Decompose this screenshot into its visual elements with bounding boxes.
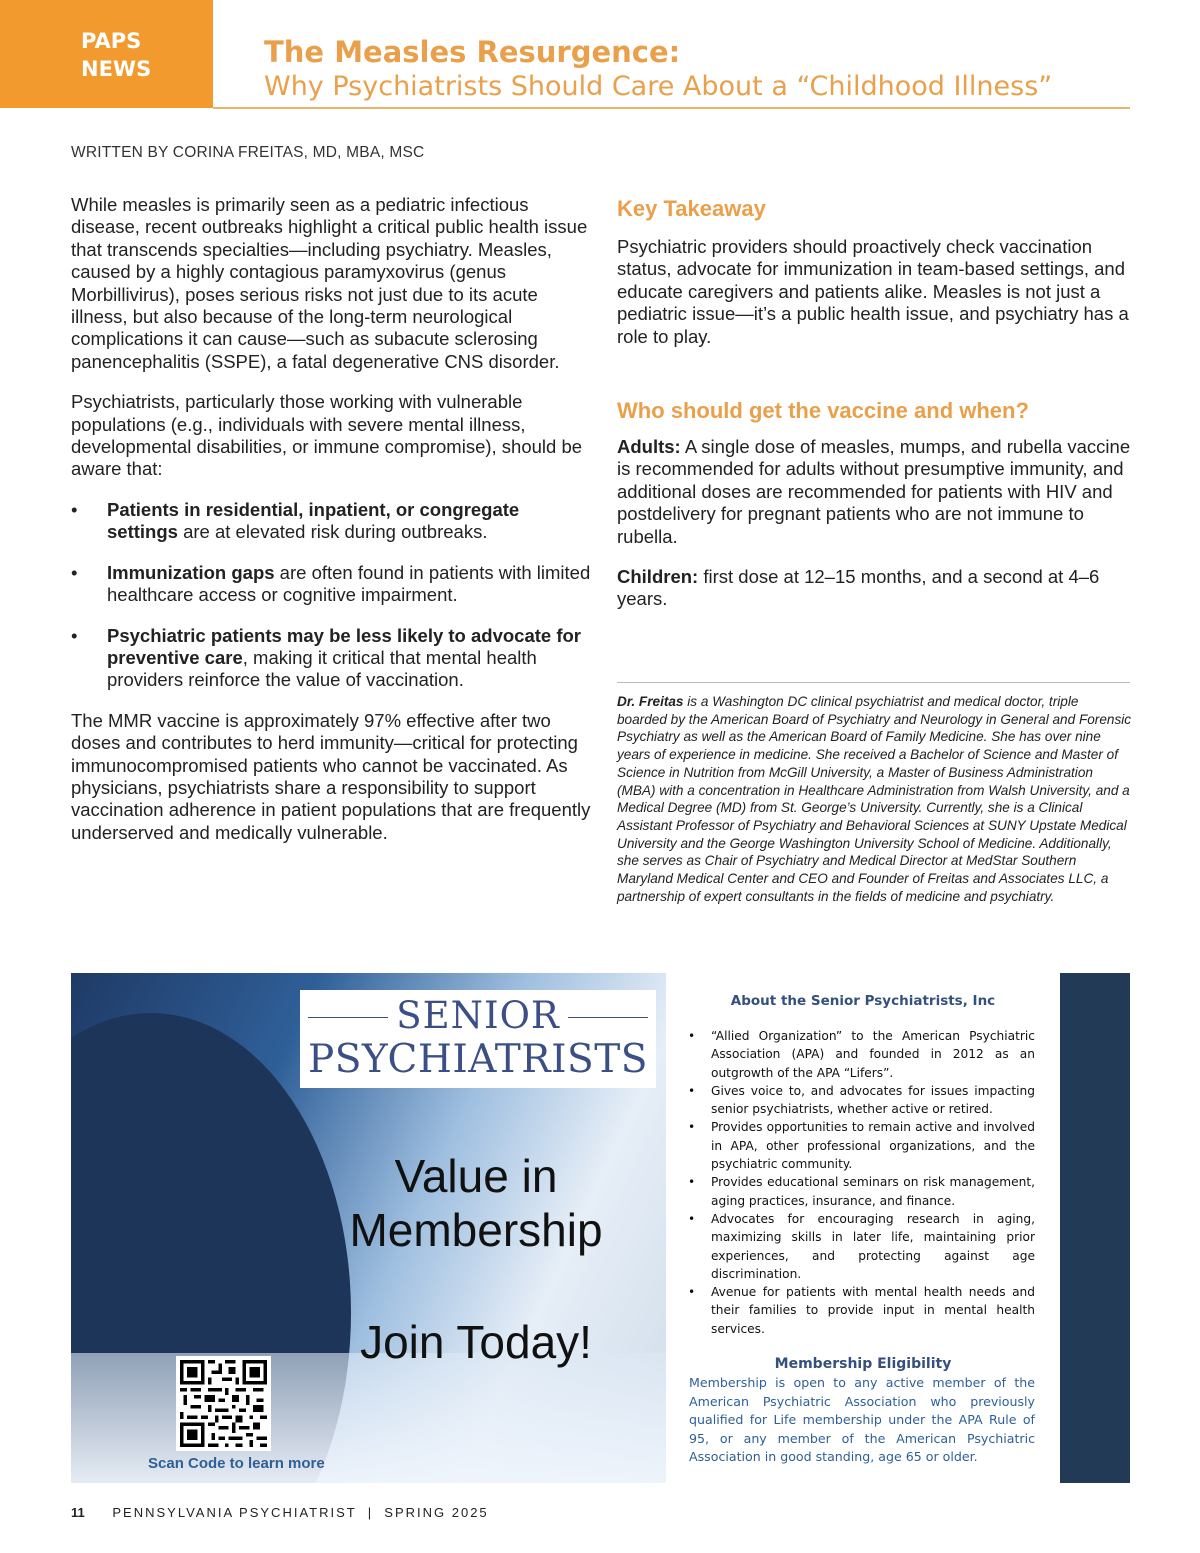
list-item-text: Provides opportunities to remain active and involved in APA, other professional organizations, and the psychiatric community. — [711, 1120, 1035, 1172]
author-bio — [617, 693, 1132, 905]
list-item-text: Avenue for patients with mental health needs and their families to provide input in mental health services. — [711, 1285, 1035, 1336]
logo-line1: SENIOR — [396, 994, 560, 1037]
right-column — [617, 194, 1132, 629]
awareness-paragraph: Psychiatrists, particularly those working with vulnerable populations (e.g., individuals with severe mental illness, developmental disabilities, or immune compromise), should be aware that: — [71, 391, 583, 480]
bullet-icon: • — [688, 1029, 696, 1043]
risk-list — [71, 499, 591, 692]
article-title-block — [264, 34, 1052, 104]
eligibility-heading: Membership Eligibility — [774, 1356, 952, 1373]
list-item — [686, 1118, 1035, 1173]
adults-label: Adults: — [617, 436, 681, 458]
key-takeaway-heading: Key Takeaway — [617, 196, 766, 221]
children-label: Children: — [617, 566, 699, 588]
bullet-icon: • — [688, 1285, 696, 1300]
about-list — [686, 1027, 1035, 1338]
list-item-bold: Immunization gaps — [107, 561, 275, 583]
value-line1: Value in — [394, 1150, 558, 1202]
list-item-bold: Psychiatric patients may be less likely to advocate for preventive care — [107, 624, 582, 668]
bullet-icon: • — [71, 624, 78, 646]
byline: WRITTEN BY CORINA FREITAS, MD, MBA, MSC — [71, 144, 425, 161]
list-item — [686, 1173, 1035, 1210]
list-item — [686, 1027, 1035, 1082]
bullet-icon: • — [688, 1083, 696, 1098]
bullet-icon: • — [688, 1175, 696, 1190]
bullet-icon: • — [688, 1211, 696, 1226]
list-item-text: Provides educational seminars on risk management, aging practices, insurance, and finance. — [711, 1175, 1035, 1208]
page-number: 11 — [71, 1505, 85, 1520]
list-item — [71, 499, 591, 544]
adults-paragraph — [617, 436, 1132, 548]
eligibility-text: Membership is open to any active member of the American Psychiatric Association who previously qualified for Life membership under the APA Rule of 95, or any member of the American Psychiatric Association in good standing, age 65 or older. — [689, 1375, 1035, 1465]
list-item — [686, 1210, 1035, 1283]
list-item — [686, 1082, 1035, 1119]
list-item-text: Advocates for encouraging research in aging, maximizing skills in later life, maintaining prior experiences, and protecting against age discrimination. — [711, 1211, 1035, 1281]
section-tag — [0, 0, 213, 108]
left-column — [71, 194, 591, 862]
page-footer — [71, 1505, 489, 1520]
logo-line2: PSYCHIATRISTS — [307, 1037, 649, 1082]
section-tag-line2: NEWS — [81, 57, 152, 81]
list-item — [71, 562, 591, 607]
intro-paragraph: While measles is primarily seen as a pediatric infectious disease, recent outbreaks highlight a critical public health issue that transcends specialties—including psychiatry. Measles, caused by a highly contagious paramyxovirus (genus Morbillivirus), poses serious risks not just due to its acute illness, but also because of the long-term neurological complications it can cause—such as subacute sclerosing panencephalitis (SSPE), a fatal degenerative CNS disorder. — [71, 194, 588, 372]
article-subtitle: Why Psychiatrists Should Care About a “Childhood Illness” — [264, 71, 1053, 102]
logo-rule — [308, 1017, 388, 1018]
list-item-bold: Patients in residential, inpatient, or congregate settings — [107, 498, 520, 543]
title-divider — [213, 107, 1130, 109]
scan-code-caption: Scan Code to learn more — [148, 1455, 325, 1472]
qr-code-icon[interactable] — [176, 1356, 271, 1451]
ad-image-panel — [71, 973, 666, 1483]
list-item — [71, 625, 591, 692]
senior-psychiatrists-logo — [300, 990, 656, 1088]
adults-text: A single dose of measles, mumps, and rubella vaccine is recommended for adults without presumptive immunity, and additional doses are recommended for patients with HIV and postdelivery for pregnant patients who are not immune to rubella. — [617, 436, 1131, 547]
bullet-icon: • — [71, 561, 78, 583]
list-item-text: “Allied Organization” to the American Psychiatric Association (APA) and founded in 2012 as an outgrowth of the APA “Lifers”. — [711, 1029, 1035, 1080]
key-takeaway-text: Psychiatric providers should proactively check vaccination status, advocate for immunization in team-based settings, and educate caregivers and patients alike. Measles is not just a pediatric issue—it’s a public health issue, and psychiatry has a role to play. — [617, 236, 1129, 347]
bullet-icon: • — [71, 498, 78, 520]
list-item-text: , making it critical that mental health providers reinforce the value of vaccination. — [107, 646, 537, 691]
article-title: The Measles Resurgence: — [264, 35, 681, 69]
bio-text: is a Washington DC clinical psychiatrist and medical doctor, triple boarded by the American Board of Psychiatry and Neurology in General and Forensic Psychiatry as well as the American Board of Family Medicine. She has over nine years of experience in medicine. She received a Bachelor of Science and Master of Science in Nutrition from McGill University, a Master of Business Administration (MBA) with a concentration in Healthcare Administration from Walsh University, and a Medical Degree (MD) from St. George’s University. Currently, she is a Clinical Assistant Professor of Psychiatry and Behavioral Sciences at SUNY Upstate Medical University and the George Washington University School of Medicine. Additionally, she serves as Chair of Psychiatry and Medical Director at MedStar Southern Maryland Medical Center and CEO and Founder of Freitas and Associates LLC, a partnership of expert consultants in the fields of medicine and psychiatry. — [617, 694, 1132, 904]
list-item-text: are often found in patients with limited healthcare access or cognitive impairment. — [107, 561, 591, 606]
value-line2: Membership — [349, 1204, 603, 1256]
children-text: first dose at 12–15 months, and a second at 4–6 years. — [617, 566, 1100, 610]
list-item-text: are at elevated risk during outbreaks. — [177, 521, 488, 543]
bullet-icon: • — [688, 1120, 696, 1135]
section-tag-line1: PAPS — [81, 29, 142, 53]
senior-psychiatrists-ad — [71, 973, 1130, 1483]
bio-divider — [617, 682, 1130, 683]
logo-rule — [568, 1017, 648, 1018]
mmr-paragraph: The MMR vaccine is approximately 97% effective after two doses and contributes to herd immunity—critical for protecting immunocompromised patients who cannot be vaccinated. As physicians, psychiatrists share a responsibility to support vaccination adherence in patient populations that are frequently underserved and medically vulnerable. — [71, 709, 591, 843]
bio-name: Dr. Freitas — [617, 694, 684, 709]
list-item-text: Gives voice to, and advocates for issues impacting senior psychiatrists, whether active or retired. — [711, 1083, 1035, 1117]
children-paragraph — [617, 566, 1132, 611]
value-headline — [301, 1149, 651, 1257]
vaccine-heading: Who should get the vaccine and when? — [617, 398, 1029, 424]
ad-info-panel — [666, 973, 1060, 1483]
publication-name: PENNSYLVANIA PSYCHIATRIST | SPRING 2025 — [112, 1505, 489, 1520]
list-item — [686, 1283, 1035, 1338]
join-today-text: Join Today! — [360, 1316, 592, 1368]
about-heading: About the Senior Psychiatrists, Inc — [730, 993, 996, 1009]
